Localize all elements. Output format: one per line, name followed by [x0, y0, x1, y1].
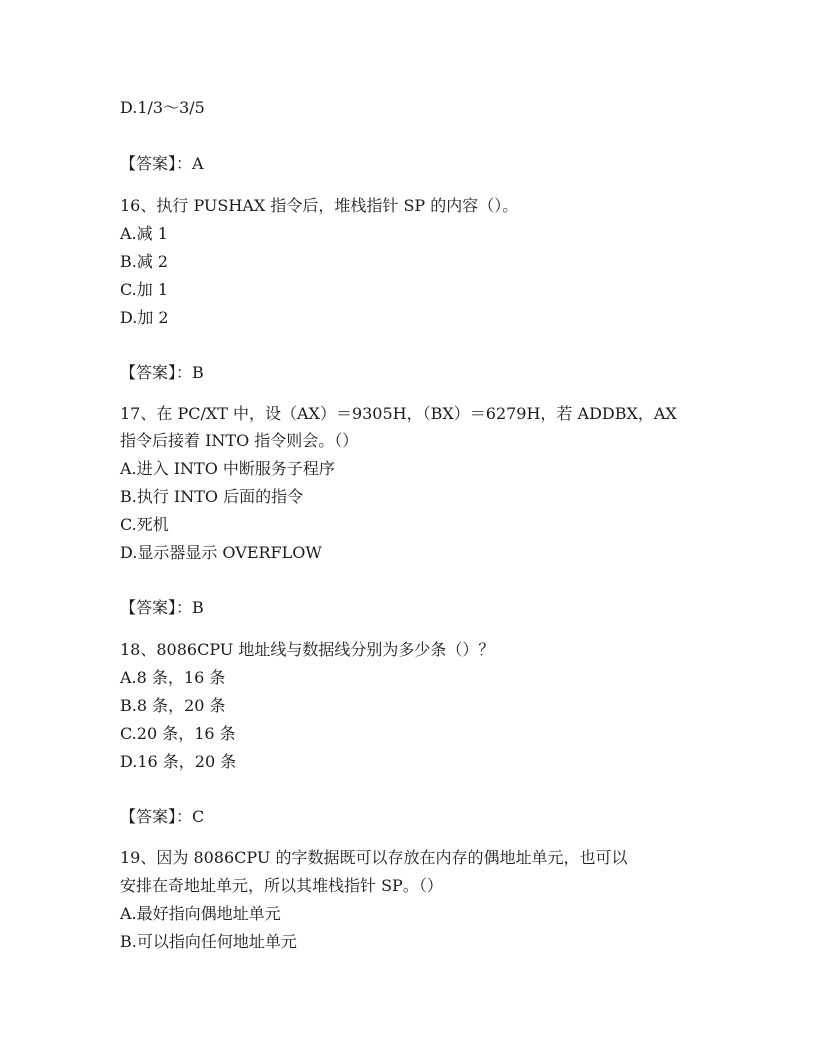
- q16-option-c: C.加 1: [120, 280, 169, 299]
- q16-answer: 【答案】：B: [120, 363, 204, 382]
- q17-stem-line-2: 指令后接着 INTO 指令则会。（）: [120, 431, 359, 450]
- q18-option-d: D.16 条，20 条: [120, 752, 237, 771]
- q16-option-b: B.减 2: [120, 252, 169, 271]
- q17-option-c: C.死机: [120, 515, 169, 534]
- q19-option-a: A.最好指向偶地址单元: [120, 904, 281, 923]
- q16-option-d: D.加 2: [120, 308, 169, 327]
- q17-answer: 【答案】：B: [120, 598, 204, 617]
- q15-answer: 【答案】：A: [120, 154, 204, 173]
- q18-stem: 18、8086CPU 地址线与数据线分别为多少条（）？: [120, 640, 495, 659]
- q17-option-b: B.执行 INTO 后面的指令: [120, 487, 304, 506]
- q19-stem-line-2: 安排在奇地址单元，所以其堆栈指针 SP。（）: [120, 876, 443, 895]
- q17-stem-line-1: 17、在 PC/XT 中，设（AX）＝9305H，（BX）＝6279H，若 ADDBX，AX: [120, 404, 677, 423]
- q18-option-b: B.8 条，20 条: [120, 696, 226, 715]
- q17-option-d: D.显示器显示 OVERFLOW: [120, 543, 322, 562]
- q19-option-b: B.可以指向任何地址单元: [120, 932, 297, 951]
- q16-stem: 16、执行 PUSHAX 指令后，堆栈指针 SP 的内容（）。: [120, 196, 519, 215]
- q18-option-a: A.8 条，16 条: [120, 668, 226, 687]
- q18-option-c: C.20 条，16 条: [120, 724, 236, 743]
- q16-option-a: A.减 1: [120, 224, 168, 243]
- q17-option-a: A.进入 INTO 中断服务子程序: [120, 459, 335, 478]
- q19-stem-line-1: 19、因为 8086CPU 的字数据既可以存放在内存的偶地址单元，也可以: [120, 848, 628, 867]
- q18-answer: 【答案】：C: [120, 807, 205, 826]
- q15-option-d: D.1/3～3/5: [120, 98, 205, 117]
